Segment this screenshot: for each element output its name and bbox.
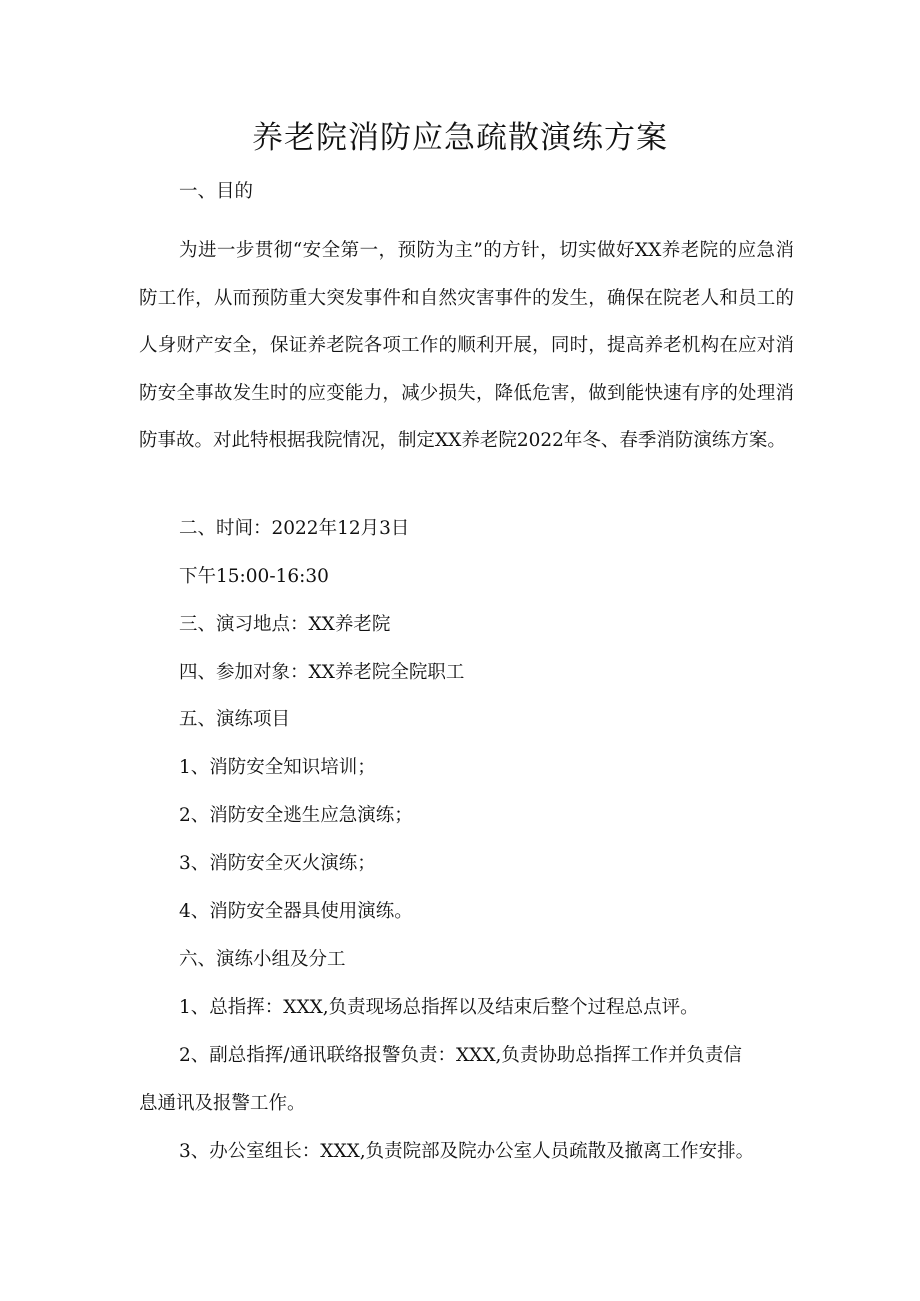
duty-commander: 1、总指挥：XXX,负责现场总指挥以及结束后整个过程总点评。 bbox=[179, 997, 699, 1018]
section-time: 二、时间：2022年12月3日 bbox=[179, 518, 410, 539]
section-purpose-heading: 一、目的 bbox=[179, 181, 254, 202]
section-participants: 四、参加对象：XX养老院全院职工 bbox=[179, 662, 465, 683]
drill-item: 4、消防安全器具使用演练。 bbox=[179, 901, 413, 922]
time-detail: 下午15:00-16:30 bbox=[179, 566, 329, 587]
section-location: 三、演习地点：XX养老院 bbox=[179, 614, 391, 635]
purpose-paragraph: 为进一步贯彻“安全第一，预防为主”的方针，切实做好XX养老院的应急消防工作，从而预防重大突发事件和自然灾害事件的发生，确保在院老人和员工的人身财产安全，保证养老院各项工作的顺利开展，同时，提高养老机构在应对消防安全事故发生时的应变能力，减少损失，降低危害，做到能快速有序的处理消防事故。对此特根据我院情况，制定XX养老院2022年冬、春季消防演练方案。 bbox=[139, 240, 794, 452]
section-drill-items-heading: 五、演练项目 bbox=[179, 709, 291, 730]
drill-item: 2、消防安全逃生应急演练； bbox=[179, 805, 413, 826]
duty-office-leader: 3、办公室组长：XXX,负责院部及院办公室人员疏散及撤离工作安排。 bbox=[179, 1141, 755, 1162]
section-groups-heading: 六、演练小组及分工 bbox=[179, 949, 346, 970]
drill-item: 3、消防安全灭火演练； bbox=[179, 853, 376, 874]
duty-deputy-line1: 2、副总指挥/通讯联络报警负责：XXX,负责协助总指挥工作并负责信 bbox=[179, 1045, 742, 1066]
document-title: 养老院消防应急疏散演练方案 bbox=[252, 120, 668, 156]
duty-deputy-line2: 息通讯及报警工作。 bbox=[139, 1093, 306, 1114]
drill-item: 1、消防安全知识培训； bbox=[179, 757, 376, 778]
